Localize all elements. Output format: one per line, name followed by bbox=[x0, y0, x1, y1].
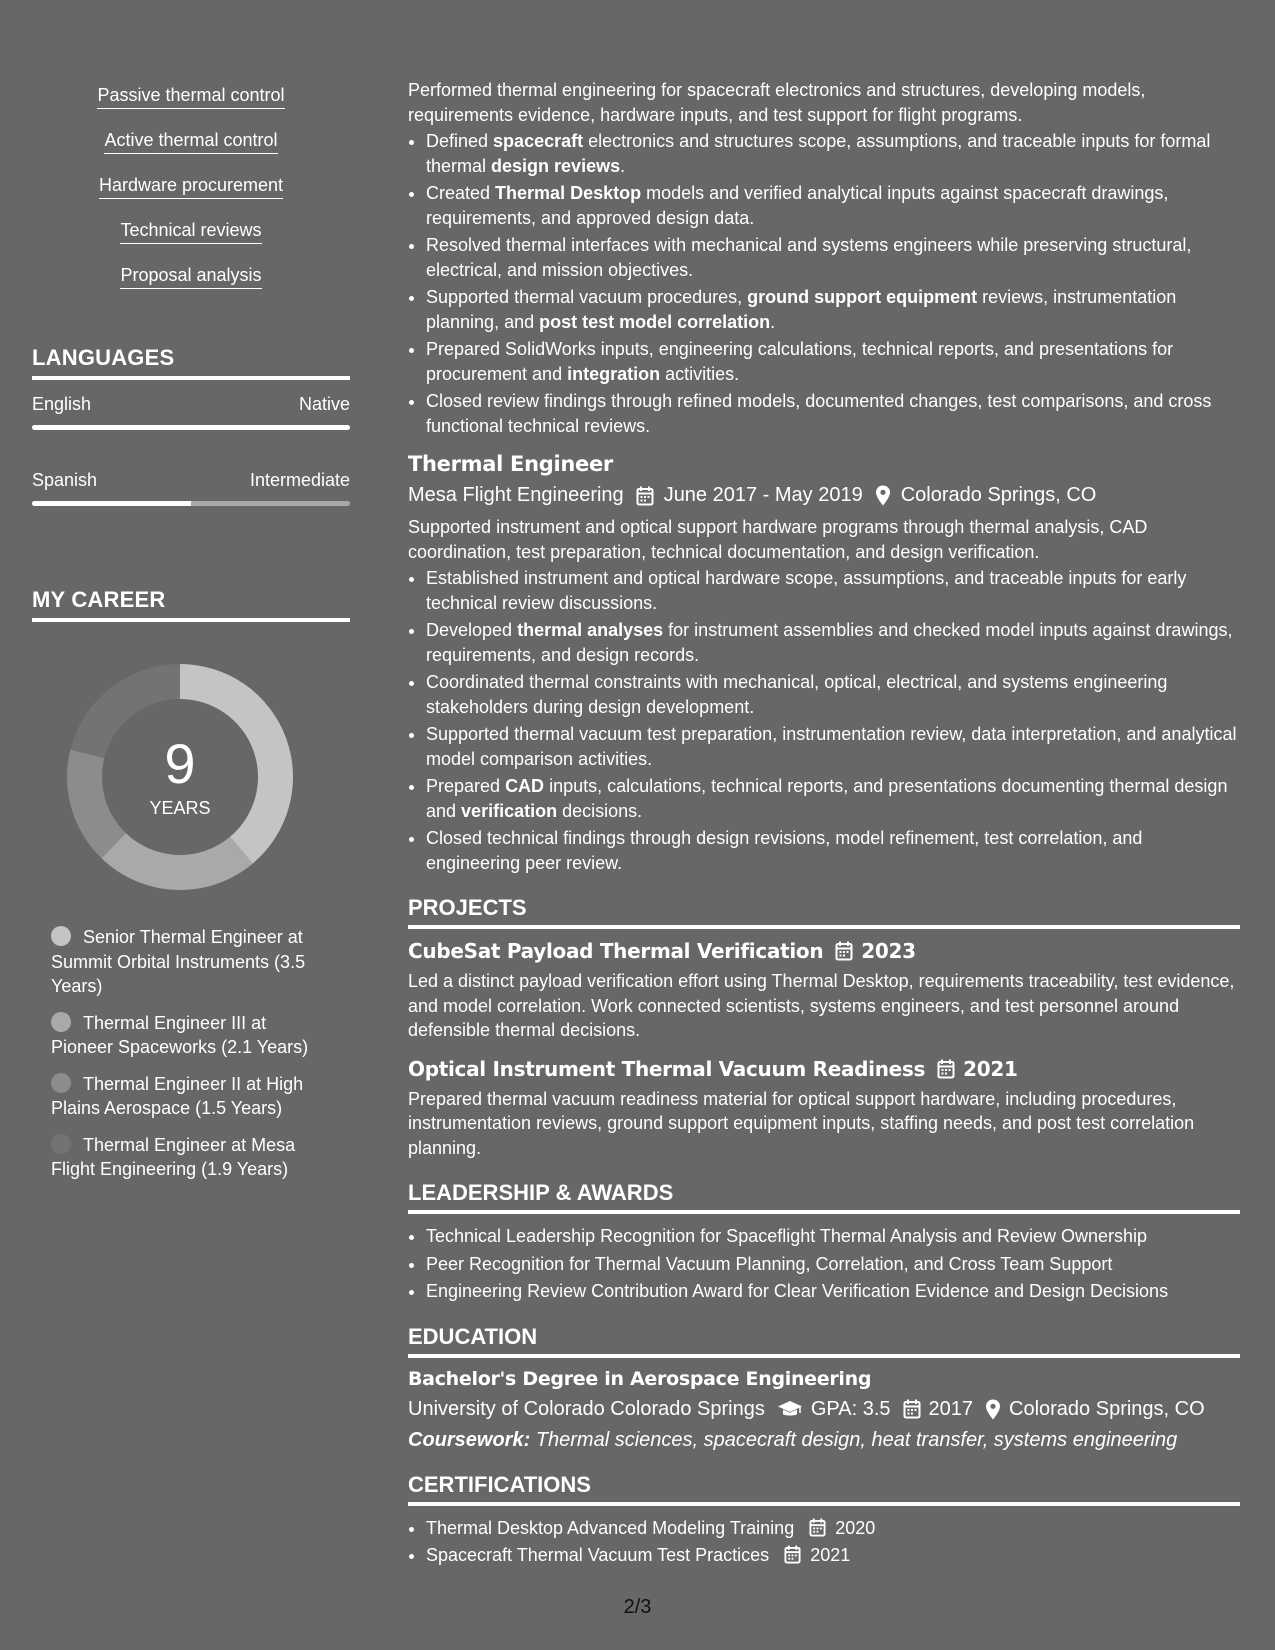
map-pin-icon bbox=[875, 485, 891, 506]
legend-dot bbox=[51, 1012, 71, 1032]
main-content bbox=[408, 78, 1240, 1571]
text-run: Prepared bbox=[426, 776, 506, 796]
legend-label: Senior Thermal Engineer at Summit Orbital Instruments (3.5 Years) bbox=[51, 927, 306, 996]
bullet-item bbox=[426, 285, 1240, 334]
bold-text: post test model correlation bbox=[539, 311, 771, 332]
calendar-icon bbox=[784, 1545, 801, 1564]
legend-dot bbox=[51, 926, 71, 946]
project-title-row bbox=[408, 939, 1240, 963]
text-run: Supported thermal vacuum test preparation, instrumentation review, data interpretation, and analytical model comparison activities. bbox=[426, 724, 1237, 769]
career-section bbox=[32, 587, 350, 1179]
text-run: decisions. bbox=[557, 800, 643, 821]
projects-heading: PROJECTS bbox=[408, 895, 1240, 929]
map-pin-icon bbox=[985, 1399, 1001, 1420]
legend-dot bbox=[51, 1073, 71, 1093]
bullet-item bbox=[426, 181, 1240, 230]
coursework bbox=[408, 1429, 1240, 1452]
skills-list bbox=[32, 84, 350, 309]
language-bar bbox=[32, 425, 350, 430]
job-title: Thermal Engineer bbox=[408, 452, 613, 476]
calendar-icon bbox=[636, 486, 654, 506]
certification-item bbox=[426, 1543, 1240, 1568]
job-bullets bbox=[408, 566, 1240, 875]
project-year: 2023 bbox=[861, 939, 916, 963]
language-name: Spanish bbox=[32, 470, 98, 490]
career-legend-item bbox=[51, 1133, 331, 1182]
job-company: Mesa Flight Engineering bbox=[408, 484, 624, 506]
text-run: Resolved thermal interfaces with mechanical and systems engineers while preserving structural, electrical, and mission objectives. bbox=[426, 235, 1192, 280]
job-meta bbox=[408, 484, 1240, 507]
bold-text: integration bbox=[567, 363, 661, 384]
legend-label: Thermal Engineer III at Pioneer Spaceworks (2.1 Years) bbox=[51, 1012, 309, 1057]
text-run: Defined bbox=[426, 131, 494, 151]
calendar-icon bbox=[937, 1059, 955, 1079]
project-title: Optical Instrument Thermal Vacuum Readiness bbox=[408, 1056, 926, 1081]
donut-segment bbox=[102, 833, 253, 890]
project-item bbox=[408, 1057, 1240, 1161]
career-legend bbox=[51, 925, 331, 1194]
degree-title: Bachelor's Degree in Aerospace Engineering bbox=[408, 1367, 872, 1390]
text-run: Established instrument and optical hardware scope, assumptions, and traceable inputs for early technical review discussions. bbox=[426, 568, 1187, 613]
text-run: . bbox=[620, 155, 626, 176]
text-run: Created bbox=[426, 183, 496, 203]
languages-section bbox=[32, 345, 350, 506]
school-name: University of Colorado Colorado Springs bbox=[408, 1397, 765, 1420]
legend-label: Thermal Engineer II at High Plains Aerospace (1.5 Years) bbox=[51, 1073, 304, 1118]
calendar-icon bbox=[809, 1518, 826, 1537]
award-item: • Peer Recognition for Thermal Vacuum Planning, Correlation, and Cross Team Support bbox=[426, 1252, 1240, 1277]
project-description: Prepared thermal vacuum readiness material for optical support hardware, including procedures, instrumentation reviews, ground support equipment inputs, staffing needs, and post test correlation planning. bbox=[408, 1088, 1195, 1158]
career-legend-item bbox=[51, 925, 331, 999]
coursework-label: Coursework: bbox=[408, 1428, 531, 1451]
skill-item bbox=[32, 84, 350, 129]
bold-text: CAD bbox=[505, 776, 545, 796]
education-year: 2017 bbox=[928, 1397, 974, 1420]
coursework-text: Thermal sciences, spacecraft design, heat transfer, systems engineering bbox=[535, 1428, 1178, 1451]
skill-label: Hardware procurement bbox=[99, 174, 283, 199]
skill-label: Proposal analysis bbox=[120, 264, 261, 289]
career-donut-chart bbox=[67, 664, 293, 890]
bullet-item bbox=[426, 337, 1240, 386]
text-run: Prepared SolidWorks inputs, engineering calculations, technical reports, and presentations for procurement and bbox=[426, 339, 1174, 384]
career-heading: MY CAREER bbox=[32, 587, 350, 622]
text-run: activities. bbox=[660, 363, 740, 384]
languages-heading: LANGUAGES bbox=[32, 345, 350, 380]
language-level: Intermediate bbox=[249, 470, 350, 490]
bold-text: Thermal Desktop bbox=[495, 183, 642, 203]
career-years-number: 9 bbox=[164, 732, 196, 795]
bullet-item bbox=[426, 618, 1240, 667]
legend-label: Thermal Engineer at Mesa Flight Engineering (1.9 Years) bbox=[51, 1134, 296, 1179]
skill-item bbox=[32, 219, 350, 264]
skill-item bbox=[32, 264, 350, 309]
text-run: Closed technical findings through design revisions, model refinement, test correlation, and engineering peer review. bbox=[426, 828, 1143, 873]
language-bar bbox=[32, 501, 350, 506]
certification-year: 2021 bbox=[810, 1545, 851, 1565]
text-run: Developed bbox=[426, 620, 518, 640]
skill-label: Active thermal control bbox=[104, 129, 277, 154]
certification-name: Thermal Desktop Advanced Modeling Training bbox=[426, 1517, 795, 1538]
previous-job-summary: Performed thermal engineering for spacecraft electronics and structures, developing models, requirements evidence, hardware inputs, and test support for flight programs. bbox=[408, 80, 1146, 125]
text-run: . bbox=[770, 311, 776, 332]
previous-job-bullets bbox=[408, 129, 1240, 438]
bold-text: verification bbox=[461, 800, 558, 821]
bullet-item bbox=[426, 774, 1240, 823]
certification-item bbox=[426, 1516, 1240, 1541]
text-run: inputs, calculations, technical reports, and presentations documenting thermal design and bbox=[426, 776, 1228, 821]
education-heading: EDUCATION bbox=[408, 1324, 1240, 1358]
award-item: • Technical Leadership Recognition for Spaceflight Thermal Analysis and Review Ownership bbox=[426, 1224, 1240, 1249]
calendar-icon bbox=[903, 1399, 921, 1419]
text-run: models and verified analytical inputs against spacecraft drawings, requirements, and approved design data. bbox=[426, 183, 1169, 228]
job-dates: June 2017 - May 2019 bbox=[663, 484, 863, 506]
education-meta bbox=[408, 1398, 1240, 1421]
bold-text: thermal analyses bbox=[517, 620, 664, 640]
text-run: Supported thermal vacuum procedures, bbox=[426, 287, 748, 307]
language-row bbox=[32, 470, 350, 491]
skill-item bbox=[32, 174, 350, 219]
text-run: Coordinated thermal constraints with mechanical, optical, electrical, and systems engineering stakeholders during design development. bbox=[426, 672, 1168, 717]
bullet-item bbox=[426, 670, 1240, 719]
education-location: Colorado Springs, CO bbox=[1009, 1397, 1205, 1420]
bold-text: ground support equipment bbox=[747, 287, 978, 307]
calendar-icon bbox=[835, 941, 853, 961]
language-bar-fill bbox=[32, 501, 191, 506]
bullet-item bbox=[426, 566, 1240, 615]
certifications-list bbox=[408, 1516, 1240, 1568]
graduation-cap-icon bbox=[777, 1400, 803, 1418]
project-item bbox=[408, 939, 1240, 1043]
awards-list bbox=[408, 1224, 1240, 1304]
donut-center bbox=[67, 732, 293, 819]
award-item: • Engineering Review Contribution Award for Clear Verification Evidence and Design Decisions bbox=[426, 1279, 1240, 1304]
language-bar-fill bbox=[32, 425, 350, 430]
text-run: electronics and structures scope, assumptions, and traceable inputs for formal thermal bbox=[426, 131, 1211, 176]
bullet-item bbox=[426, 129, 1240, 178]
project-description: Led a distinct payload verification effort using Thermal Desktop, requirements traceability, test evidence, and model correlation. Work connected scientists, systems engineers, and test personnel around defensible thermal decisions. bbox=[408, 971, 1235, 1040]
awards-heading: LEADERSHIP & AWARDS bbox=[408, 1180, 1240, 1214]
language-row bbox=[32, 394, 350, 415]
language-name: English bbox=[32, 394, 92, 414]
text-run: Closed review findings through refined models, documented changes, test comparisons, and cross functional technical reviews. bbox=[426, 391, 1212, 436]
career-years-label: YEARS bbox=[149, 798, 211, 818]
bullet-item bbox=[426, 389, 1240, 438]
gpa: GPA: 3.5 bbox=[810, 1397, 891, 1420]
certifications-heading: CERTIFICATIONS bbox=[408, 1472, 1240, 1506]
language-level: Native bbox=[298, 394, 350, 414]
job-location: Colorado Springs, CO bbox=[900, 484, 1097, 506]
project-title-row bbox=[408, 1057, 1240, 1081]
bullet-item bbox=[426, 722, 1240, 771]
project-year: 2021 bbox=[963, 1056, 1018, 1081]
bold-text: design reviews bbox=[491, 155, 621, 176]
career-legend-item bbox=[51, 1072, 331, 1121]
bullet-item bbox=[426, 826, 1240, 875]
job-summary: Supported instrument and optical support hardware programs through thermal analysis, CAD coordination, test preparation, technical documentation, and design verification. bbox=[408, 517, 1148, 562]
skill-item bbox=[32, 129, 350, 174]
page-number: 2/3 bbox=[623, 1596, 652, 1618]
certification-year: 2020 bbox=[835, 1517, 876, 1538]
certification-name: Spacecraft Thermal Vacuum Test Practices bbox=[426, 1545, 770, 1565]
text-run: reviews, instrumentation planning, and bbox=[426, 287, 1177, 332]
bold-text: spacecraft bbox=[493, 131, 584, 151]
career-legend-item bbox=[51, 1011, 331, 1060]
bullet-item bbox=[426, 233, 1240, 282]
skill-label: Passive thermal control bbox=[97, 84, 284, 109]
project-title: CubeSat Payload Thermal Verification bbox=[408, 939, 824, 963]
skill-label: Technical reviews bbox=[120, 219, 261, 244]
text-run: for instrument assemblies and checked model inputs against drawings, requirements, and design records. bbox=[426, 620, 1233, 665]
legend-dot bbox=[51, 1134, 71, 1154]
